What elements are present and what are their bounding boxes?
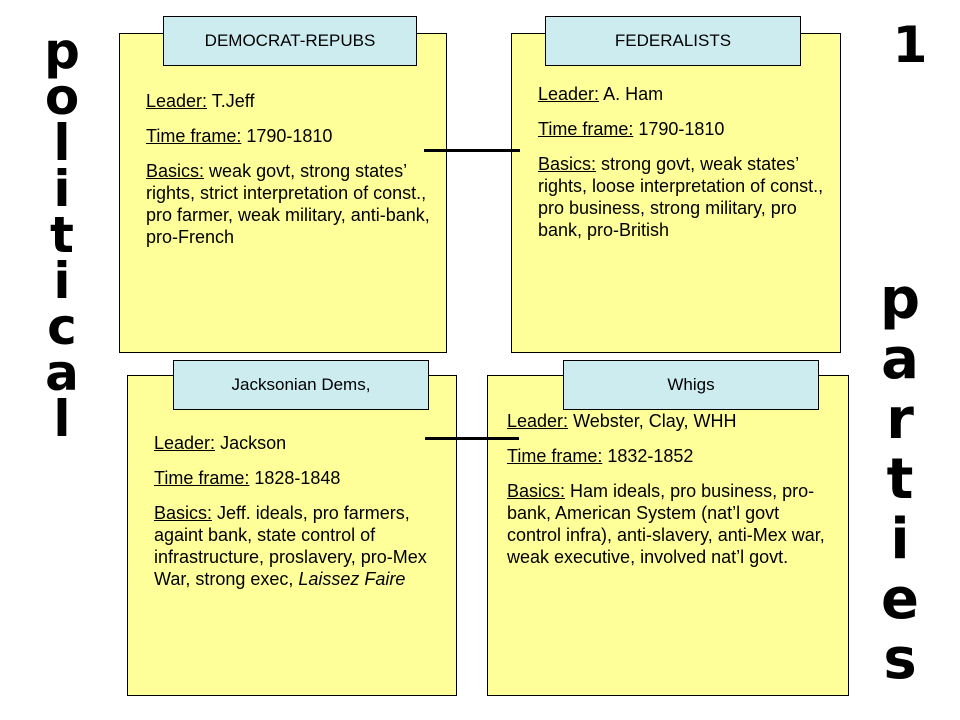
leader-label: Leader: — [507, 411, 569, 431]
basics-label: Basics: — [154, 503, 213, 523]
basics-value: strong govt, weak states’ rights, loose interpretation of const., pro business, strong military, pro bank, pro-British — [538, 154, 824, 240]
time-frame-label: Time frame: — [146, 126, 242, 146]
title-number — [870, 16, 950, 74]
title-letter: e — [881, 567, 919, 632]
basics-label: Basics: — [507, 481, 566, 501]
title-letter: s — [883, 627, 917, 692]
title-letter: i — [53, 160, 71, 218]
basics-value-italic: Laissez Faire — [298, 569, 406, 589]
basics-label: Basics: — [146, 161, 205, 181]
leader-value: T.Jeff — [211, 91, 255, 111]
connector-line-top — [424, 149, 520, 152]
basics-value: Jeff. ideals, pro farmers, againt bank, state control of infrastructure, proslavery, pro-Mex War, strong exec, — [154, 503, 427, 589]
party-name-tab: FEDERALISTS — [545, 16, 801, 66]
title-letter: i — [890, 507, 910, 572]
title-number-text: 1 — [892, 16, 928, 74]
title-letter: c — [47, 298, 77, 356]
title-letter: p — [879, 267, 921, 332]
leader-label: Leader: — [538, 84, 600, 104]
time-frame-value: 1832-1852 — [607, 446, 694, 466]
basics-label: Basics: — [538, 154, 597, 174]
title-letter: o — [44, 68, 80, 126]
title-letter: p — [44, 22, 80, 80]
party-name-tab: Jacksonian Dems, — [173, 360, 429, 410]
title-word-parties — [850, 267, 950, 692]
basics-value: weak govt, strong states’ rights, strict interpretation of const., pro farmer, weak military, anti-bank, pro-French — [146, 161, 430, 247]
leader-row — [146, 90, 431, 112]
basics-value: Ham ideals, pro business, pro-bank, American System (nat’l govt control infra), anti-slavery, anti-Mex war, weak executive, involved nat’l govt. — [507, 481, 825, 567]
connector-line-bottom — [425, 437, 519, 440]
leader-row — [538, 83, 828, 105]
title-letter: t — [50, 206, 74, 264]
leader-value: Jackson — [220, 433, 287, 453]
time-frame-row — [154, 467, 444, 489]
leader-label: Leader: — [154, 433, 216, 453]
time-frame-row — [538, 118, 828, 140]
title-word-political — [22, 22, 102, 448]
title-letter: t — [886, 447, 914, 512]
basics-row — [146, 160, 431, 248]
party-details — [154, 432, 444, 603]
title-letter: i — [53, 252, 71, 310]
party-details — [507, 410, 832, 581]
leader-row — [154, 432, 444, 454]
time-frame-label: Time frame: — [538, 119, 634, 139]
title-letter: a — [45, 344, 79, 402]
leader-value: A. Ham — [603, 84, 664, 104]
title-letter: l — [53, 114, 71, 172]
time-frame-label: Time frame: — [154, 468, 250, 488]
time-frame-value: 1828-1848 — [254, 468, 341, 488]
time-frame-row — [146, 125, 431, 147]
party-details — [538, 83, 828, 254]
party-name-tab: DEMOCRAT-REPUBS — [163, 16, 417, 66]
party-name-tab: Whigs — [563, 360, 819, 410]
leader-value: Webster, Clay, WHH — [573, 411, 737, 431]
basics-row — [538, 153, 828, 241]
leader-row — [507, 410, 832, 432]
time-frame-label: Time frame: — [507, 446, 603, 466]
title-letter: r — [886, 387, 914, 452]
time-frame-row — [507, 445, 832, 467]
time-frame-value: 1790-1810 — [246, 126, 333, 146]
party-details — [146, 90, 431, 261]
title-letter: a — [881, 327, 919, 392]
time-frame-value: 1790-1810 — [638, 119, 725, 139]
title-letter: l — [53, 390, 71, 448]
basics-row — [154, 502, 444, 590]
basics-row — [507, 480, 832, 568]
leader-label: Leader: — [146, 91, 208, 111]
